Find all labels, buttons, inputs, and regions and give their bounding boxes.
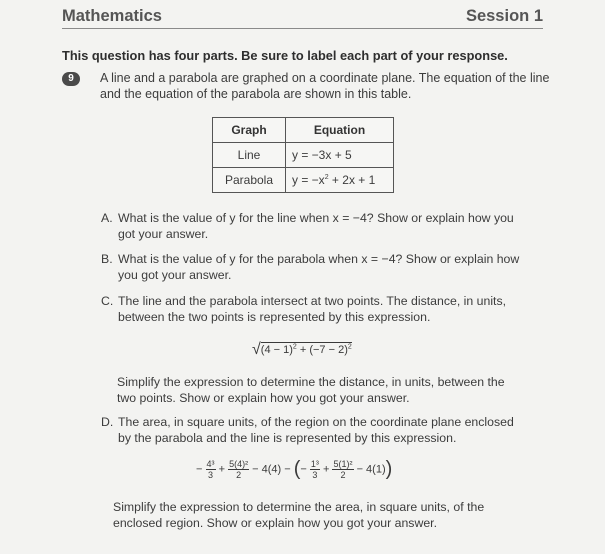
equation-table bbox=[212, 117, 394, 193]
fraction-denominator: 2 bbox=[340, 470, 346, 480]
eq-part: y = −x bbox=[292, 173, 325, 187]
close-paren-icon: ) bbox=[385, 458, 393, 480]
part-a-line1: What is the value of y for the line when x = −4? Show or explain how you bbox=[118, 211, 514, 225]
table-header-row bbox=[213, 118, 394, 143]
table-cell-equation bbox=[286, 168, 394, 193]
session-header: Session 1 bbox=[465, 7, 543, 25]
expr-exponent: 2 bbox=[292, 343, 297, 351]
fraction-numerator: 5(4)² bbox=[229, 459, 249, 469]
open-paren-icon: ( bbox=[293, 458, 301, 480]
part-d bbox=[101, 415, 561, 449]
part-c-follow1: Simplify the expression to determine the distance, in units, between the bbox=[117, 375, 505, 389]
expr-part: + bbox=[322, 463, 330, 476]
fraction-denominator: 3 bbox=[312, 470, 318, 480]
subject-header: Mathematics bbox=[62, 7, 162, 25]
part-a-line2: got your answer. bbox=[118, 227, 209, 241]
table-cell-equation: y = −3x + 5 bbox=[286, 143, 394, 168]
question-stem: A line and a parabola are graphed on a coordinate plane. The equation of the line and the equation of the parabola are shown in this table. bbox=[100, 71, 550, 101]
question-number-badge: 9 bbox=[62, 72, 80, 86]
fraction-numerator: 5(1)² bbox=[333, 459, 353, 469]
part-c-follow bbox=[117, 375, 557, 409]
table-cell-graph: Line bbox=[213, 143, 286, 168]
table-row bbox=[213, 143, 394, 168]
part-b-line2: you got your answer. bbox=[118, 268, 232, 282]
part-a-label: A. bbox=[101, 211, 113, 225]
eq-part: + 2x + 1 bbox=[328, 173, 376, 187]
part-c-line1: The line and the parabola intersect at two points. The distance, in units, bbox=[118, 294, 507, 308]
part-d-follow bbox=[113, 500, 553, 534]
part-b bbox=[101, 252, 561, 286]
sqrt-icon: √ bbox=[252, 341, 261, 358]
table-header-equation: Equation bbox=[286, 118, 394, 143]
part-d-follow2: enclosed region. Show or explain how you got your answer. bbox=[113, 516, 438, 530]
expr-part: − 4(4) − bbox=[252, 463, 294, 476]
expr-exponent: 2 bbox=[347, 343, 352, 351]
part-a bbox=[101, 211, 561, 245]
expr-part: (4 − 1) bbox=[260, 343, 293, 356]
fraction bbox=[206, 459, 216, 480]
expr-part: + (−7 − 2) bbox=[296, 343, 348, 356]
part-b-line1: What is the value of y for the parabola when x = −4? Show or explain how bbox=[118, 252, 520, 266]
radicand bbox=[261, 342, 352, 356]
part-d-label: D. bbox=[101, 415, 114, 429]
fraction-numerator: 4³ bbox=[206, 459, 215, 469]
fraction bbox=[310, 459, 320, 480]
part-c-line2: between the two points is represented by this expression. bbox=[118, 310, 431, 324]
fraction bbox=[332, 459, 353, 480]
part-c-label: C. bbox=[101, 294, 114, 308]
fraction-denominator: 2 bbox=[236, 470, 242, 480]
fraction-denominator: 3 bbox=[208, 470, 214, 480]
fraction bbox=[228, 459, 249, 480]
fraction-numerator: 1³ bbox=[310, 459, 319, 469]
part-c bbox=[101, 294, 561, 328]
part-b-label: B. bbox=[101, 252, 113, 266]
distance-expression bbox=[252, 341, 352, 359]
table-header-graph: Graph bbox=[213, 118, 286, 143]
table-cell-graph: Parabola bbox=[213, 168, 286, 193]
eq-exponent: 2 bbox=[324, 174, 329, 181]
expr-part: − bbox=[196, 463, 203, 476]
expr-part: − 4(1) bbox=[356, 463, 386, 476]
expr-part: − bbox=[300, 463, 307, 476]
part-d-line1: The area, in square units, of the region on the coordinate plane enclosed bbox=[118, 415, 514, 429]
table-row bbox=[213, 168, 394, 193]
part-d-line2: by the parabola and the line is represented by this expression. bbox=[118, 431, 457, 445]
expr-part: + bbox=[218, 463, 226, 476]
header-rule bbox=[62, 28, 543, 29]
instruction-text: This question has four parts. Be sure to label each part of your response. bbox=[62, 48, 508, 63]
part-c-follow2: two points. Show or explain how you got your answer. bbox=[117, 391, 410, 405]
part-d-follow1: Simplify the expression to determine the area, in square units, of the bbox=[113, 500, 485, 514]
area-expression bbox=[196, 458, 392, 481]
